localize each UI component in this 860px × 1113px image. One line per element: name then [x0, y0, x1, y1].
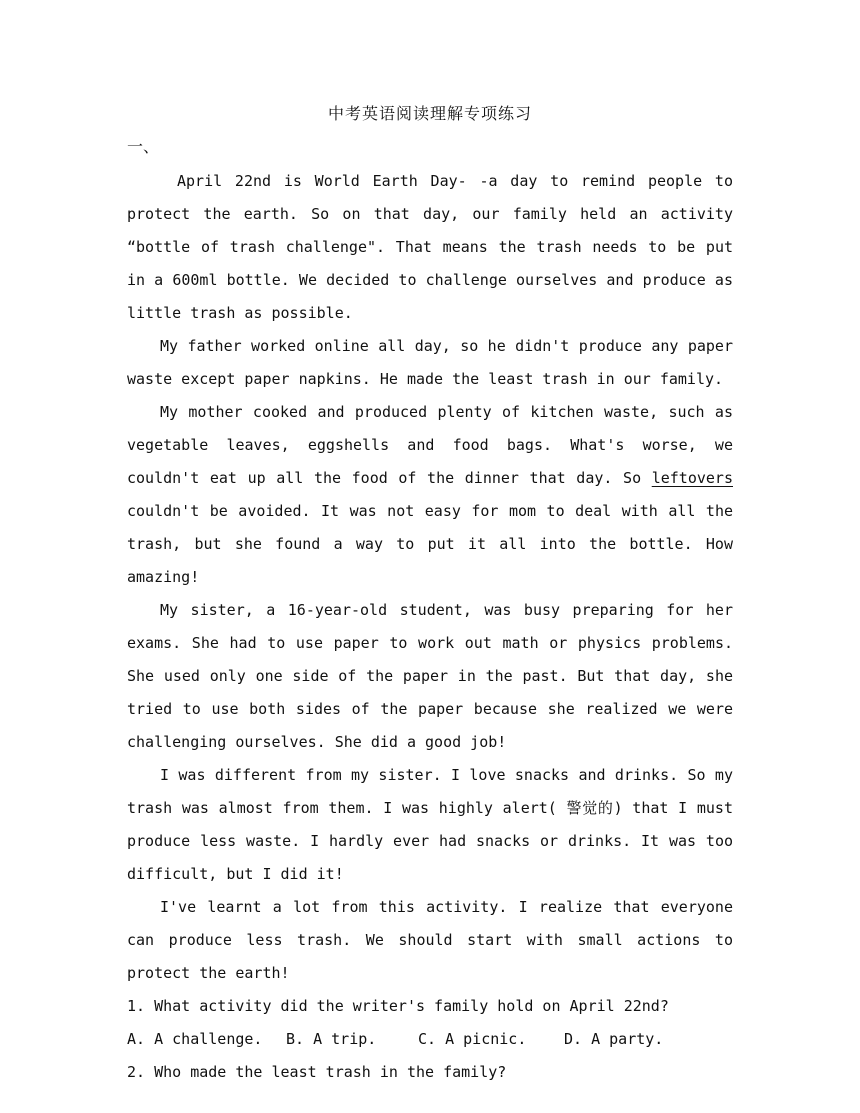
question-1-options	[127, 1023, 733, 1056]
paragraph-6	[127, 891, 733, 990]
underlined-word: leftovers	[651, 469, 733, 487]
question-2: 2. Who made the least trash in the family?	[127, 1063, 507, 1081]
paragraph-3	[127, 396, 733, 594]
paragraph-4	[127, 594, 733, 759]
paragraph-text: My mother cooked and produced plenty of kitchen waste, such as vegetable leaves, eggshells and food bags. What's worse, we couldn't eat up all the food of the dinner that day. So	[127, 403, 733, 487]
paragraph-1	[127, 165, 733, 330]
question-1: 1. What activity did the writer's family hold on April 22nd?	[127, 997, 669, 1015]
option-b: B. A trip.	[286, 1030, 377, 1048]
document-body	[127, 165, 733, 1089]
option-c: C. A picnic.	[418, 1030, 527, 1048]
paragraph-text: I've learnt a lot from this activity. I realize that everyone can produce less trash. We should start with small actions to protect the earth!	[127, 898, 733, 982]
section-number: 一、	[127, 137, 160, 156]
paragraph-text: My father worked online all day, so he didn't produce any paper waste except paper napkins. He made the least trash in our family.	[127, 337, 733, 388]
option-a: A. A challenge.	[127, 1030, 263, 1048]
paragraph-text: I was different from my sister. I love snacks and drinks. So my trash was almost from them. I was highly alert( 警觉的) that I must produce less waste. I hardly ever had snacks or drinks. It was too difficult, but I did it!	[127, 766, 733, 883]
paragraph-text: My sister, a 16-year-old student, was busy preparing for her exams. She had to use paper to work out math or physics problems. She used only one side of the paper in the past. But that day, she tried to use both sides of the paper because she realized we were challenging ourselves. She did a good job!	[127, 601, 733, 751]
paragraph-text: couldn't be avoided. It was not easy for mom to deal with all the trash, but she found a way to put it all into the bottle. How amazing!	[127, 502, 733, 586]
paragraph-text: April 22nd is World Earth Day- -a day to remind people to protect the earth. So on that day, our family held an activity “bottle of trash challenge". That means the trash needs to be put in a 600ml bottle. We decided to challenge ourselves and produce as little trash as possible.	[127, 172, 733, 322]
option-d: D. A party.	[564, 1030, 664, 1048]
paragraph-5	[127, 759, 733, 891]
page-title: 中考英语阅读理解专项练习	[327, 104, 532, 123]
paragraph-2	[127, 330, 733, 396]
